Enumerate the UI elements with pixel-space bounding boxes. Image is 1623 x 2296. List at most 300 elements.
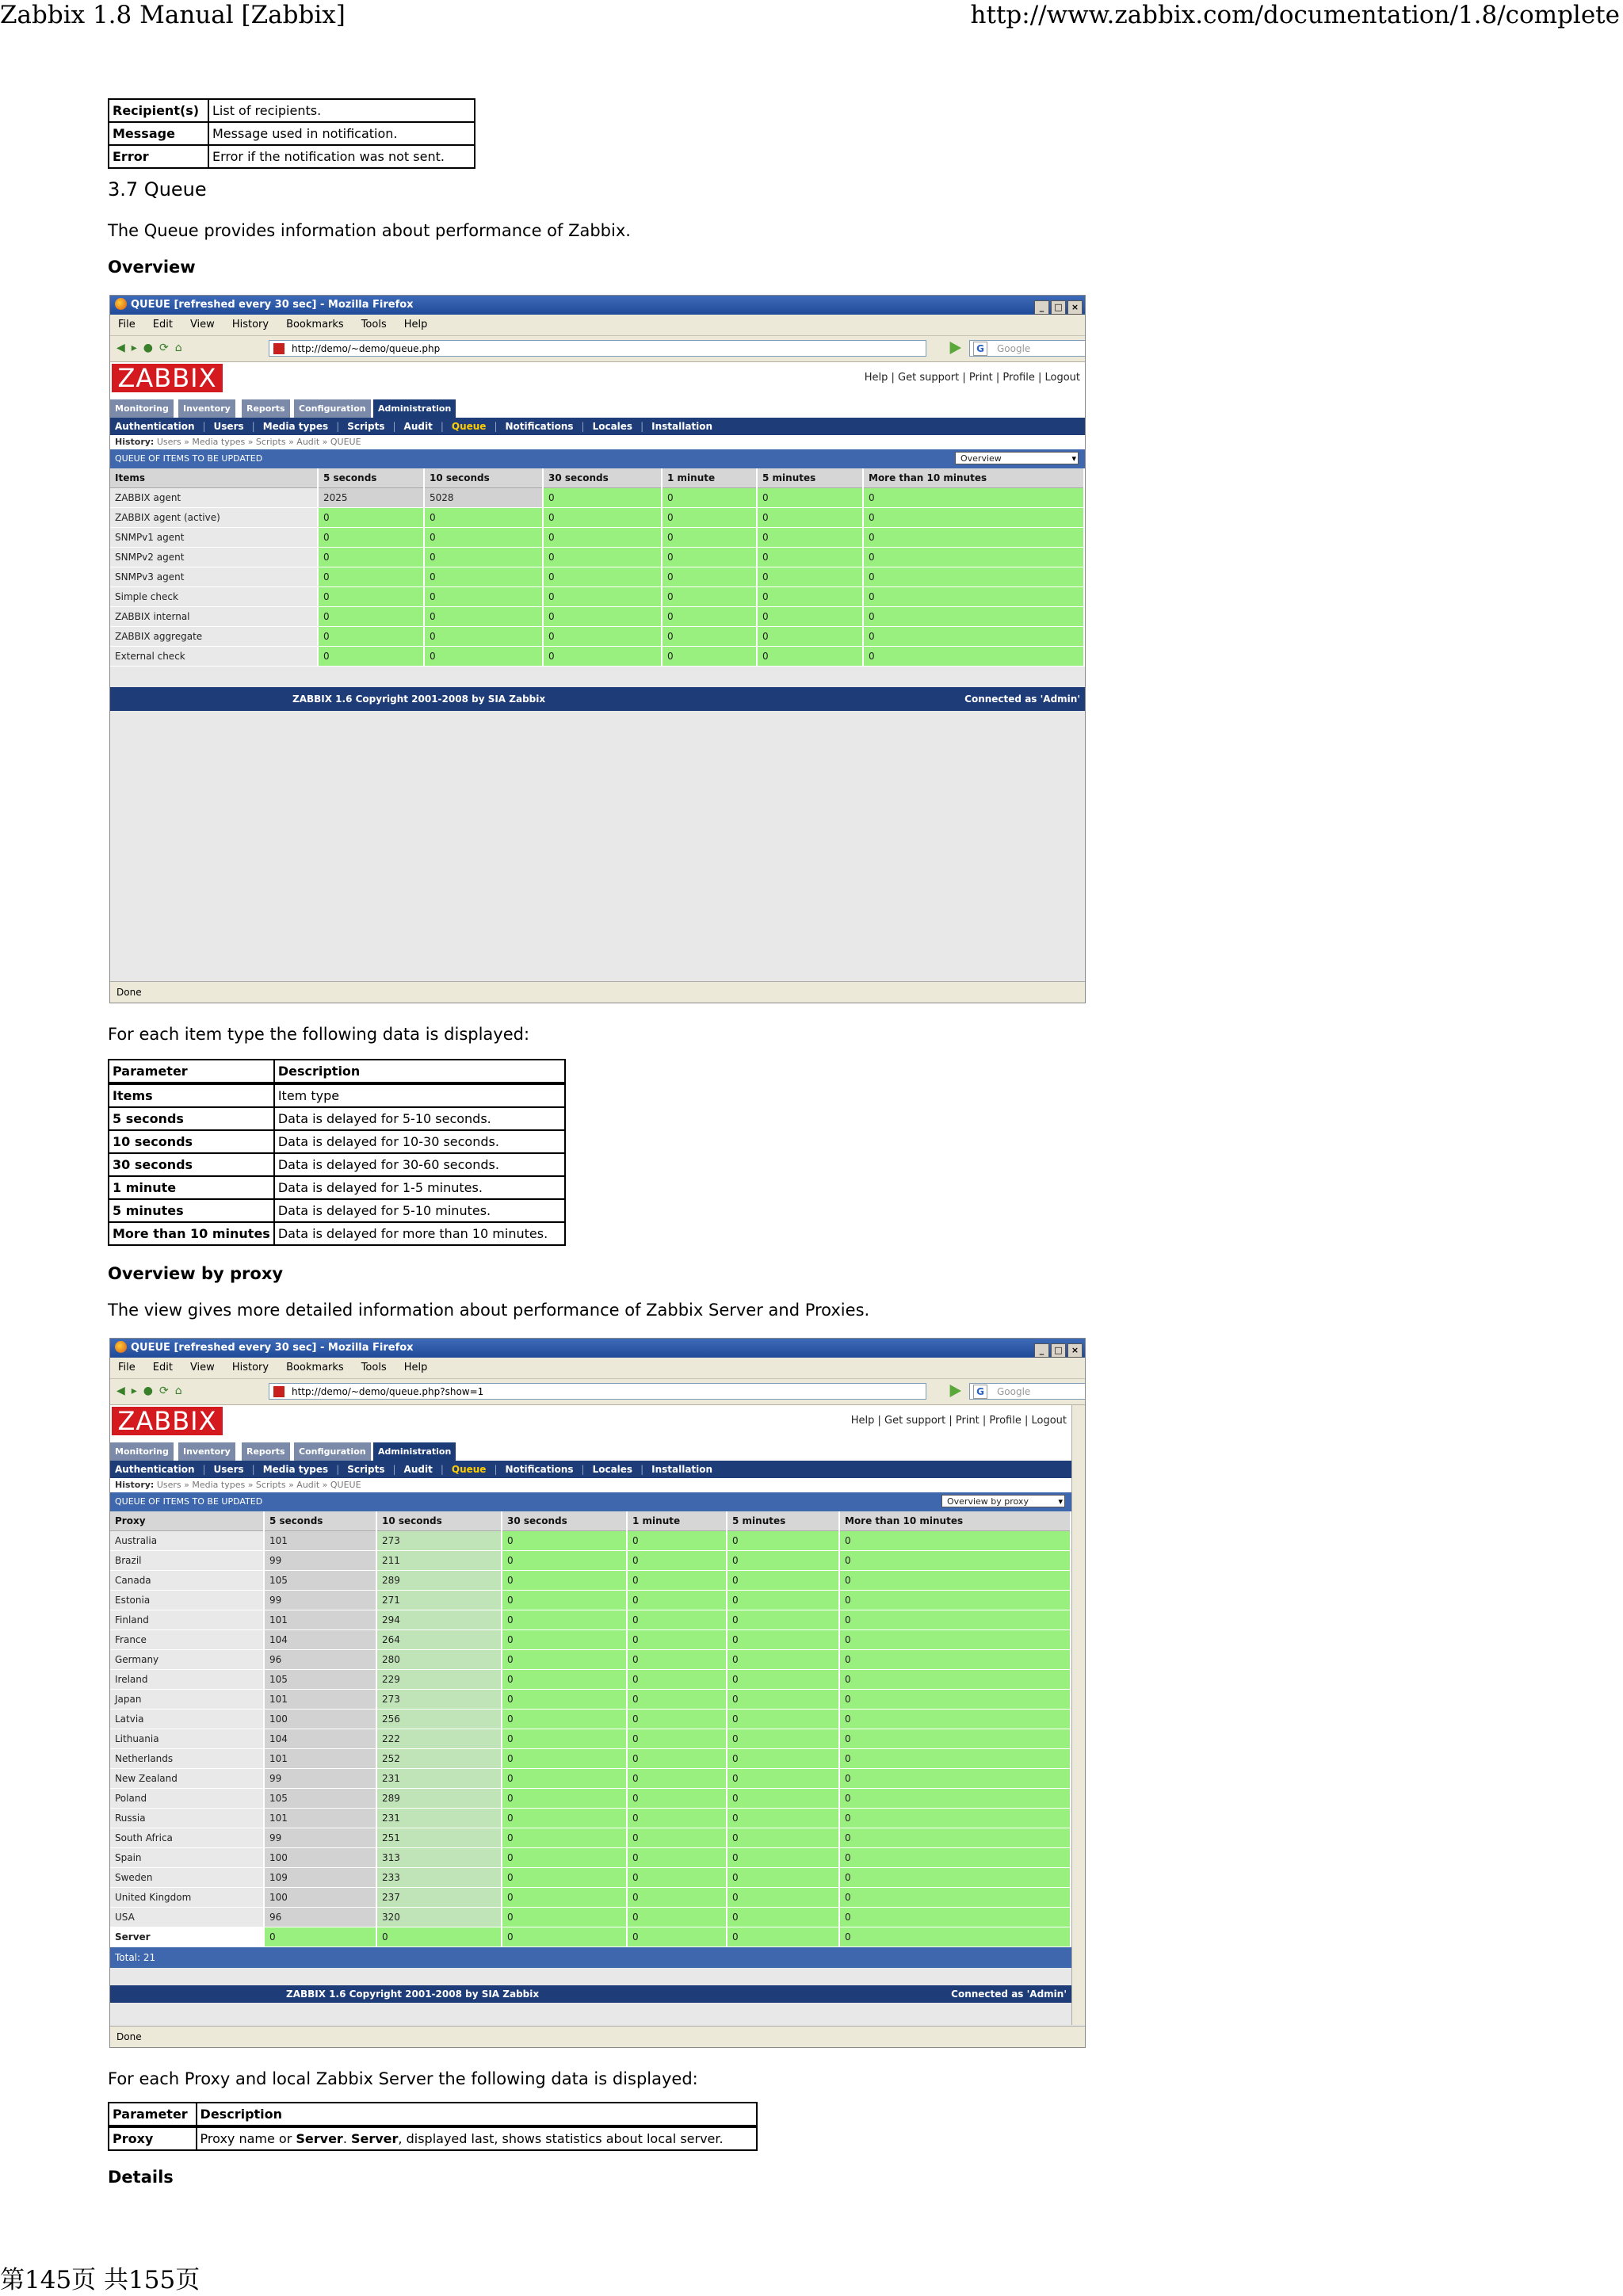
proxy-name[interactable]: Canada	[110, 1571, 264, 1591]
sub-menu-installation[interactable]: Installation	[651, 421, 713, 432]
queue-cell: 0	[318, 587, 424, 607]
queue-cell: 0	[757, 528, 863, 548]
item-type-name[interactable]: ZABBIX agent	[110, 488, 318, 508]
queue-cell: 0	[502, 1710, 627, 1729]
items-text: For each item type the following data is displayed:	[108, 1025, 530, 1044]
table-row: Message Message used in notification.	[109, 122, 475, 145]
queue-cell: 0	[627, 1571, 727, 1591]
queue-cell: 0	[839, 1769, 1071, 1789]
queue-cell: 0	[662, 488, 757, 508]
column-header[interactable]: 10 seconds	[424, 468, 543, 488]
column-header[interactable]: Proxy	[110, 1511, 264, 1531]
firefox-icon	[115, 298, 127, 310]
browser-navbar	[110, 1379, 1085, 1405]
table-row	[110, 508, 1084, 528]
queue-cell: 0	[502, 1749, 627, 1769]
queue-cell: 252	[376, 1749, 502, 1769]
queue-cell: 0	[627, 1591, 727, 1610]
queue-cell: 0	[839, 1828, 1071, 1848]
browser-status-bar: Done	[110, 2026, 1085, 2047]
queue-cell: 0	[318, 607, 424, 627]
proxy-name[interactable]: New Zealand	[110, 1769, 264, 1789]
menu-help[interactable]: Help	[403, 319, 428, 330]
queue-cell: 0	[543, 607, 662, 627]
search-input[interactable]: G Google	[969, 1383, 1086, 1400]
url-bar[interactable]	[269, 1383, 926, 1400]
queue-cell: 0	[627, 1908, 727, 1927]
queue-cell: 0	[502, 1908, 627, 1927]
queue-cell: 0	[627, 1630, 727, 1650]
proxy-name[interactable]: USA	[110, 1908, 264, 1927]
queue-cell: 105	[264, 1571, 376, 1591]
queue-cell: 0	[757, 488, 863, 508]
menu-bookmarks[interactable]: Bookmarks	[286, 319, 344, 330]
queue-cell: 99	[264, 1828, 376, 1848]
queue-cell: 100	[264, 1710, 376, 1729]
queue-cell: 100	[264, 1888, 376, 1908]
queue-cell: 231	[376, 1809, 502, 1828]
queue-cell: 0	[727, 1571, 839, 1591]
queue-cell: 0	[264, 1927, 376, 1947]
table-row: 5 minutes Data is delayed for 5-10 minutes.	[109, 1199, 565, 1222]
proxy-heading: Overview by proxy	[108, 1264, 284, 1283]
proxy-name[interactable]: Japan	[110, 1690, 264, 1710]
queue-cell: 0	[502, 1927, 627, 1947]
main-menu-reports[interactable]: Reports	[242, 399, 290, 418]
column-header[interactable]: 5 seconds	[264, 1511, 376, 1531]
sub-menu-scripts[interactable]: Scripts	[347, 421, 385, 432]
queue-cell: 0	[727, 1888, 839, 1908]
queue-cell: 101	[264, 1749, 376, 1769]
queue-cell: 0	[627, 1710, 727, 1729]
table-row	[110, 1908, 1071, 1927]
queue-cell: 0	[662, 508, 757, 528]
sub-menu-locales[interactable]: Locales	[592, 1464, 633, 1475]
queue-cell: 0	[863, 528, 1084, 548]
main-menu-administration[interactable]: Administration	[373, 399, 456, 418]
queue-cell: 237	[376, 1888, 502, 1908]
queue-cell: 0	[376, 1927, 502, 1947]
sub-menu-locales[interactable]: Locales	[592, 421, 633, 432]
item-type-name[interactable]: External check	[110, 647, 318, 667]
queue-cell: 0	[863, 508, 1084, 528]
queue-cell: 104	[264, 1630, 376, 1650]
table-row	[110, 1610, 1071, 1630]
zabbix-logobar	[110, 362, 1085, 394]
table-row: Proxy Proxy name or Server. Server, displayed last, shows statistics about local server.	[109, 2126, 757, 2150]
queue-cell: 320	[376, 1908, 502, 1927]
queue-cell: 233	[376, 1868, 502, 1888]
main-menu-monitoring[interactable]: Monitoring	[110, 1442, 174, 1461]
firefox-window-overview	[109, 295, 1086, 1003]
queue-cell: 0	[627, 1868, 727, 1888]
column-header[interactable]: 10 seconds	[376, 1511, 502, 1531]
menu-edit[interactable]: Edit	[152, 319, 173, 330]
sub-menu-authentication[interactable]: Authentication	[115, 421, 195, 432]
menu-view[interactable]: View	[189, 319, 215, 330]
queue-cell: 280	[376, 1650, 502, 1670]
queue-cell: 0	[863, 627, 1084, 647]
table-row: Parameter Description	[109, 1060, 565, 1083]
queue-cell: 0	[757, 607, 863, 627]
queue-title-bar	[110, 1492, 1071, 1511]
queue-cell: 0	[839, 1789, 1071, 1809]
queue-cell: 0	[627, 1927, 727, 1947]
table-row: 10 seconds Data is delayed for 10-30 seconds.	[109, 1130, 565, 1153]
proxy-name[interactable]: Poland	[110, 1789, 264, 1809]
queue-cell: 0	[627, 1690, 727, 1710]
queue-cell: 101	[264, 1690, 376, 1710]
firefox-icon	[115, 1341, 127, 1353]
maximize-button[interactable]: □	[1051, 1343, 1066, 1358]
queue-cell: 0	[757, 647, 863, 667]
menu-tools[interactable]: Tools	[361, 319, 387, 330]
parameter-table	[108, 1059, 566, 1246]
queue-cell: 0	[424, 627, 543, 647]
proxy-queue-table	[110, 1511, 1071, 1947]
column-header[interactable]: 30 seconds	[543, 468, 662, 488]
zabbix-logo: ZABBIX	[112, 364, 223, 392]
queue-cell: 0	[839, 1809, 1071, 1828]
overview-heading: Overview	[108, 258, 196, 277]
queue-cell: 5028	[424, 488, 543, 508]
queue-cell: 0	[627, 1749, 727, 1769]
menu-bookmarks[interactable]: Bookmarks	[286, 1362, 344, 1373]
menu-history[interactable]: History	[231, 319, 269, 330]
minimize-button[interactable]: _	[1034, 1343, 1049, 1358]
queue-cell: 0	[662, 607, 757, 627]
nav-buttons-icon[interactable]: ◀▸●⟳⌂	[116, 1385, 189, 1397]
queue-cell: 0	[727, 1809, 839, 1828]
queue-cell: 0	[318, 548, 424, 567]
column-header[interactable]: 1 minute	[627, 1511, 727, 1531]
queue-cell: 0	[662, 627, 757, 647]
main-menu-inventory[interactable]: Inventory	[178, 399, 235, 418]
queue-cell: 0	[757, 548, 863, 567]
main-menu-administration[interactable]: Administration	[373, 1442, 456, 1461]
queue-cell: 0	[627, 1531, 727, 1551]
queue-cell: 0	[627, 1809, 727, 1828]
queue-cell: 294	[376, 1610, 502, 1630]
queue-title: QUEUE OF ITEMS TO BE UPDATED	[115, 453, 263, 464]
menu-edit[interactable]: Edit	[152, 1362, 173, 1373]
table-row	[110, 647, 1084, 667]
queue-cell: 0	[839, 1927, 1071, 1947]
queue-cell: 104	[264, 1729, 376, 1749]
main-menu-inventory[interactable]: Inventory	[178, 1442, 235, 1461]
proxy-name[interactable]: Server	[110, 1927, 264, 1947]
main-menu-configuration[interactable]: Configuration	[294, 399, 371, 418]
queue-cell: 289	[376, 1789, 502, 1809]
proxy-name[interactable]: Estonia	[110, 1591, 264, 1610]
window-title: QUEUE [refreshed every 30 sec] - Mozilla Firefox	[131, 299, 414, 311]
item-type-name[interactable]: Simple check	[110, 587, 318, 607]
sub-menu-notifications[interactable]: Notifications	[505, 1464, 574, 1475]
window-titlebar	[110, 296, 1085, 315]
queue-cell: 0	[662, 587, 757, 607]
table-row	[110, 1888, 1071, 1908]
column-header[interactable]: More than 10 minutes	[839, 1511, 1071, 1531]
queue-cell: 273	[376, 1531, 502, 1551]
proxy-name[interactable]: United Kingdom	[110, 1888, 264, 1908]
queue-title-bar	[110, 449, 1085, 468]
item-type-name[interactable]: SNMPv1 agent	[110, 528, 318, 548]
window-title: QUEUE [refreshed every 30 sec] - Mozilla Firefox	[131, 1342, 414, 1354]
item-type-name[interactable]: ZABBIX agent (active)	[110, 508, 318, 528]
window-titlebar	[110, 1339, 1085, 1358]
proxy-name[interactable]: Brazil	[110, 1551, 264, 1571]
column-header[interactable]: 1 minute	[662, 468, 757, 488]
menu-file[interactable]: File	[118, 1362, 136, 1373]
queue-cell: 229	[376, 1670, 502, 1690]
sub-menu-notifications[interactable]: Notifications	[505, 421, 574, 432]
column-header[interactable]: More than 10 minutes	[863, 468, 1084, 488]
proxy-name[interactable]: Lithuania	[110, 1729, 264, 1749]
table-row	[110, 1848, 1071, 1868]
url-text: http://demo/~demo/queue.php?show=1	[292, 1386, 484, 1397]
proxy-name[interactable]: Sweden	[110, 1868, 264, 1888]
column-header[interactable]: 30 seconds	[502, 1511, 627, 1531]
column-header[interactable]: 5 minutes	[757, 468, 863, 488]
sub-menu-media-types[interactable]: Media types	[262, 421, 329, 432]
queue-cell: 0	[424, 508, 543, 528]
proxy-name[interactable]: France	[110, 1630, 264, 1650]
firefox-window-proxy	[109, 1338, 1086, 2048]
url-bar[interactable]	[269, 340, 926, 357]
close-button[interactable]: ×	[1067, 1343, 1083, 1358]
main-menu-reports[interactable]: Reports	[242, 1442, 290, 1461]
queue-cell: 0	[502, 1809, 627, 1828]
proxy-name[interactable]: Germany	[110, 1650, 264, 1670]
queue-cell: 0	[502, 1888, 627, 1908]
sub-menu-authentication[interactable]: Authentication	[115, 1464, 195, 1475]
sub-menu-scripts[interactable]: Scripts	[347, 1464, 385, 1475]
queue-cell: 0	[318, 627, 424, 647]
maximize-button[interactable]: □	[1051, 300, 1066, 315]
table-row	[110, 1551, 1071, 1571]
browser-menubar	[110, 1358, 1085, 1379]
proxy-name[interactable]: Netherlands	[110, 1749, 264, 1769]
go-arrow-icon[interactable]	[949, 1385, 961, 1397]
history-breadcrumb: History: Users » Media types » Scripts » Audit » QUEUE	[110, 435, 1085, 449]
queue-cell: 101	[264, 1531, 376, 1551]
queue-cell: 100	[264, 1848, 376, 1868]
main-menu-configuration[interactable]: Configuration	[294, 1442, 371, 1461]
sub-menu-audit[interactable]: Audit	[403, 421, 433, 432]
queue-cell: 0	[727, 1848, 839, 1868]
queue-cell: 0	[627, 1848, 727, 1868]
item-type-name[interactable]: ZABBIX aggregate	[110, 627, 318, 647]
proxy-name[interactable]: Ireland	[110, 1670, 264, 1690]
table-row: 1 minute Data is delayed for 1-5 minutes.	[109, 1176, 565, 1199]
table-row	[110, 488, 1084, 508]
sub-menu-queue[interactable]: Queue	[451, 421, 487, 432]
item-type-name[interactable]: SNMPv2 agent	[110, 548, 318, 567]
queue-cell: 0	[839, 1551, 1071, 1571]
queue-cell: 0	[863, 548, 1084, 567]
column-header[interactable]: 5 minutes	[727, 1511, 839, 1531]
queue-cell: 251	[376, 1828, 502, 1848]
sub-menu-audit[interactable]: Audit	[403, 1464, 433, 1475]
queue-cell: 0	[502, 1769, 627, 1789]
queue-cell: 0	[839, 1630, 1071, 1650]
zabbix-logo: ZABBIX	[112, 1407, 223, 1435]
close-button[interactable]: ×	[1067, 300, 1083, 315]
table-row: Recipient(s) List of recipients.	[109, 99, 475, 122]
zabbix-copyright-bar: ZABBIX 1.6 Copyright 2001-2008 by SIA Zabbix Connected as 'Admin'	[110, 1985, 1071, 2003]
queue-cell: 256	[376, 1710, 502, 1729]
sub-menu: Authentication | Users | Media types | Scripts | Audit | Queue | Notifications | Locales | Installation	[110, 1461, 1071, 1478]
proxy-data-text: For each Proxy and local Zabbix Server the following data is displayed:	[108, 2069, 698, 2088]
queue-cell: 0	[662, 647, 757, 667]
column-header[interactable]: 5 seconds	[318, 468, 424, 488]
top-links[interactable]: Help | Get support | Print | Profile | Logout	[850, 1415, 1067, 1427]
proxy-name[interactable]: Finland	[110, 1610, 264, 1630]
queue-cell: 289	[376, 1571, 502, 1591]
section-title: 3.7 Queue	[108, 178, 207, 201]
queue-cell: 2025	[318, 488, 424, 508]
main-menu-monitoring[interactable]: Monitoring	[110, 399, 174, 418]
queue-cell: 0	[627, 1670, 727, 1690]
table-row: Parameter Description	[109, 2103, 757, 2126]
queue-header-row	[110, 1511, 1071, 1531]
queue-cell: 0	[839, 1848, 1071, 1868]
queue-cell: 0	[662, 548, 757, 567]
queue-cell: 101	[264, 1610, 376, 1630]
queue-cell: 0	[839, 1888, 1071, 1908]
proxy-name[interactable]: Australia	[110, 1531, 264, 1551]
item-type-name[interactable]: ZABBIX internal	[110, 607, 318, 627]
go-arrow-icon[interactable]	[949, 342, 961, 354]
queue-cell: 0	[424, 607, 543, 627]
queue-cell: 0	[839, 1710, 1071, 1729]
scrollbar[interactable]	[1071, 1405, 1085, 2025]
sub-menu-users[interactable]: Users	[213, 421, 244, 432]
table-row	[110, 1769, 1071, 1789]
queue-cell: 0	[502, 1848, 627, 1868]
queue-cell: 0	[627, 1828, 727, 1848]
queue-cell: 105	[264, 1670, 376, 1690]
queue-cell: 0	[318, 508, 424, 528]
view-select[interactable]: Overview by proxy ▾	[941, 1495, 1065, 1507]
sub-menu-users[interactable]: Users	[213, 1464, 244, 1475]
queue-cell: 0	[424, 587, 543, 607]
queue-cell: 271	[376, 1591, 502, 1610]
proxy-parameter-table	[108, 2102, 758, 2151]
menu-help[interactable]: Help	[403, 1362, 428, 1373]
view-select[interactable]: Overview ▾	[955, 452, 1079, 464]
queue-cell: 264	[376, 1630, 502, 1650]
table-row	[110, 1690, 1071, 1710]
queue-cell: 0	[627, 1729, 727, 1749]
menu-tools[interactable]: Tools	[361, 1362, 387, 1373]
queue-cell: 0	[662, 567, 757, 587]
table-row	[110, 1650, 1071, 1670]
proxy-name[interactable]: Spain	[110, 1848, 264, 1868]
queue-cell: 0	[727, 1710, 839, 1729]
queue-cell: 0	[502, 1690, 627, 1710]
table-row	[110, 627, 1084, 647]
queue-cell: 0	[424, 647, 543, 667]
sub-menu-media-types[interactable]: Media types	[262, 1464, 329, 1475]
queue-cell: 273	[376, 1690, 502, 1710]
queue-cell: 0	[727, 1551, 839, 1571]
table-row	[110, 1729, 1071, 1749]
favicon-icon	[273, 343, 285, 354]
queue-cell: 0	[627, 1610, 727, 1630]
queue-cell: 0	[424, 548, 543, 567]
queue-cell: 0	[839, 1749, 1071, 1769]
google-icon: G	[973, 1385, 987, 1399]
table-row	[110, 1571, 1071, 1591]
queue-cell: 0	[727, 1729, 839, 1749]
minimize-button[interactable]: _	[1034, 300, 1049, 315]
table-row: More than 10 minutes Data is delayed for more than 10 minutes.	[109, 1222, 565, 1245]
queue-cell: 0	[727, 1591, 839, 1610]
table-row: 5 seconds Data is delayed for 5-10 seconds.	[109, 1107, 565, 1130]
menu-history[interactable]: History	[231, 1362, 269, 1373]
queue-cell: 105	[264, 1789, 376, 1809]
queue-cell: 0	[543, 647, 662, 667]
sub-menu-installation[interactable]: Installation	[651, 1464, 713, 1475]
column-header[interactable]: Items	[110, 468, 318, 488]
table-row	[110, 587, 1084, 607]
queue-cell: 0	[727, 1868, 839, 1888]
queue-cell: 0	[502, 1531, 627, 1551]
queue-cell: 0	[839, 1908, 1071, 1927]
proxy-name[interactable]: Russia	[110, 1809, 264, 1828]
queue-cell: 0	[727, 1690, 839, 1710]
zabbix-page	[110, 1405, 1071, 2025]
queue-cell: 0	[727, 1531, 839, 1551]
queue-cell: 0	[839, 1690, 1071, 1710]
queue-cell: 0	[839, 1868, 1071, 1888]
queue-cell: 0	[757, 587, 863, 607]
sub-menu-queue[interactable]: Queue	[451, 1464, 487, 1475]
queue-cell: 0	[839, 1650, 1071, 1670]
queue-cell: 0	[424, 528, 543, 548]
top-links[interactable]: Help | Get support | Print | Profile | Logout	[864, 372, 1080, 384]
queue-cell: 0	[757, 567, 863, 587]
google-icon: G	[973, 342, 987, 356]
item-type-name[interactable]: SNMPv3 agent	[110, 567, 318, 587]
search-input[interactable]: G Google	[969, 340, 1086, 357]
table-row	[110, 528, 1084, 548]
queue-cell: 96	[264, 1650, 376, 1670]
proxy-name[interactable]: South Africa	[110, 1828, 264, 1848]
queue-cell: 0	[502, 1650, 627, 1670]
url-text: http://demo/~demo/queue.php	[292, 343, 441, 354]
zabbix-copyright-bar: ZABBIX 1.6 Copyright 2001-2008 by SIA Zabbix Connected as 'Admin'	[110, 687, 1085, 711]
table-row	[110, 1531, 1071, 1551]
menu-file[interactable]: File	[118, 319, 136, 330]
queue-cell: 0	[863, 488, 1084, 508]
table-row: Items Item type	[109, 1083, 565, 1107]
queue-cell: 0	[502, 1729, 627, 1749]
browser-menubar	[110, 315, 1085, 336]
table-row	[110, 1809, 1071, 1828]
queue-cell: 0	[839, 1610, 1071, 1630]
nav-buttons-icon[interactable]: ◀▸●⟳⌂	[116, 342, 189, 354]
page-header-title: Zabbix 1.8 Manual [Zabbix]	[0, 1, 346, 29]
queue-cell: 0	[863, 567, 1084, 587]
proxy-name[interactable]: Latvia	[110, 1710, 264, 1729]
menu-view[interactable]: View	[189, 1362, 215, 1373]
page-number: 第145页 共155页	[0, 2266, 200, 2294]
page-header-url: http://www.zabbix.com/documentation/1.8/complete	[970, 1, 1620, 29]
queue-cell: 0	[727, 1828, 839, 1848]
queue-cell: 211	[376, 1551, 502, 1571]
